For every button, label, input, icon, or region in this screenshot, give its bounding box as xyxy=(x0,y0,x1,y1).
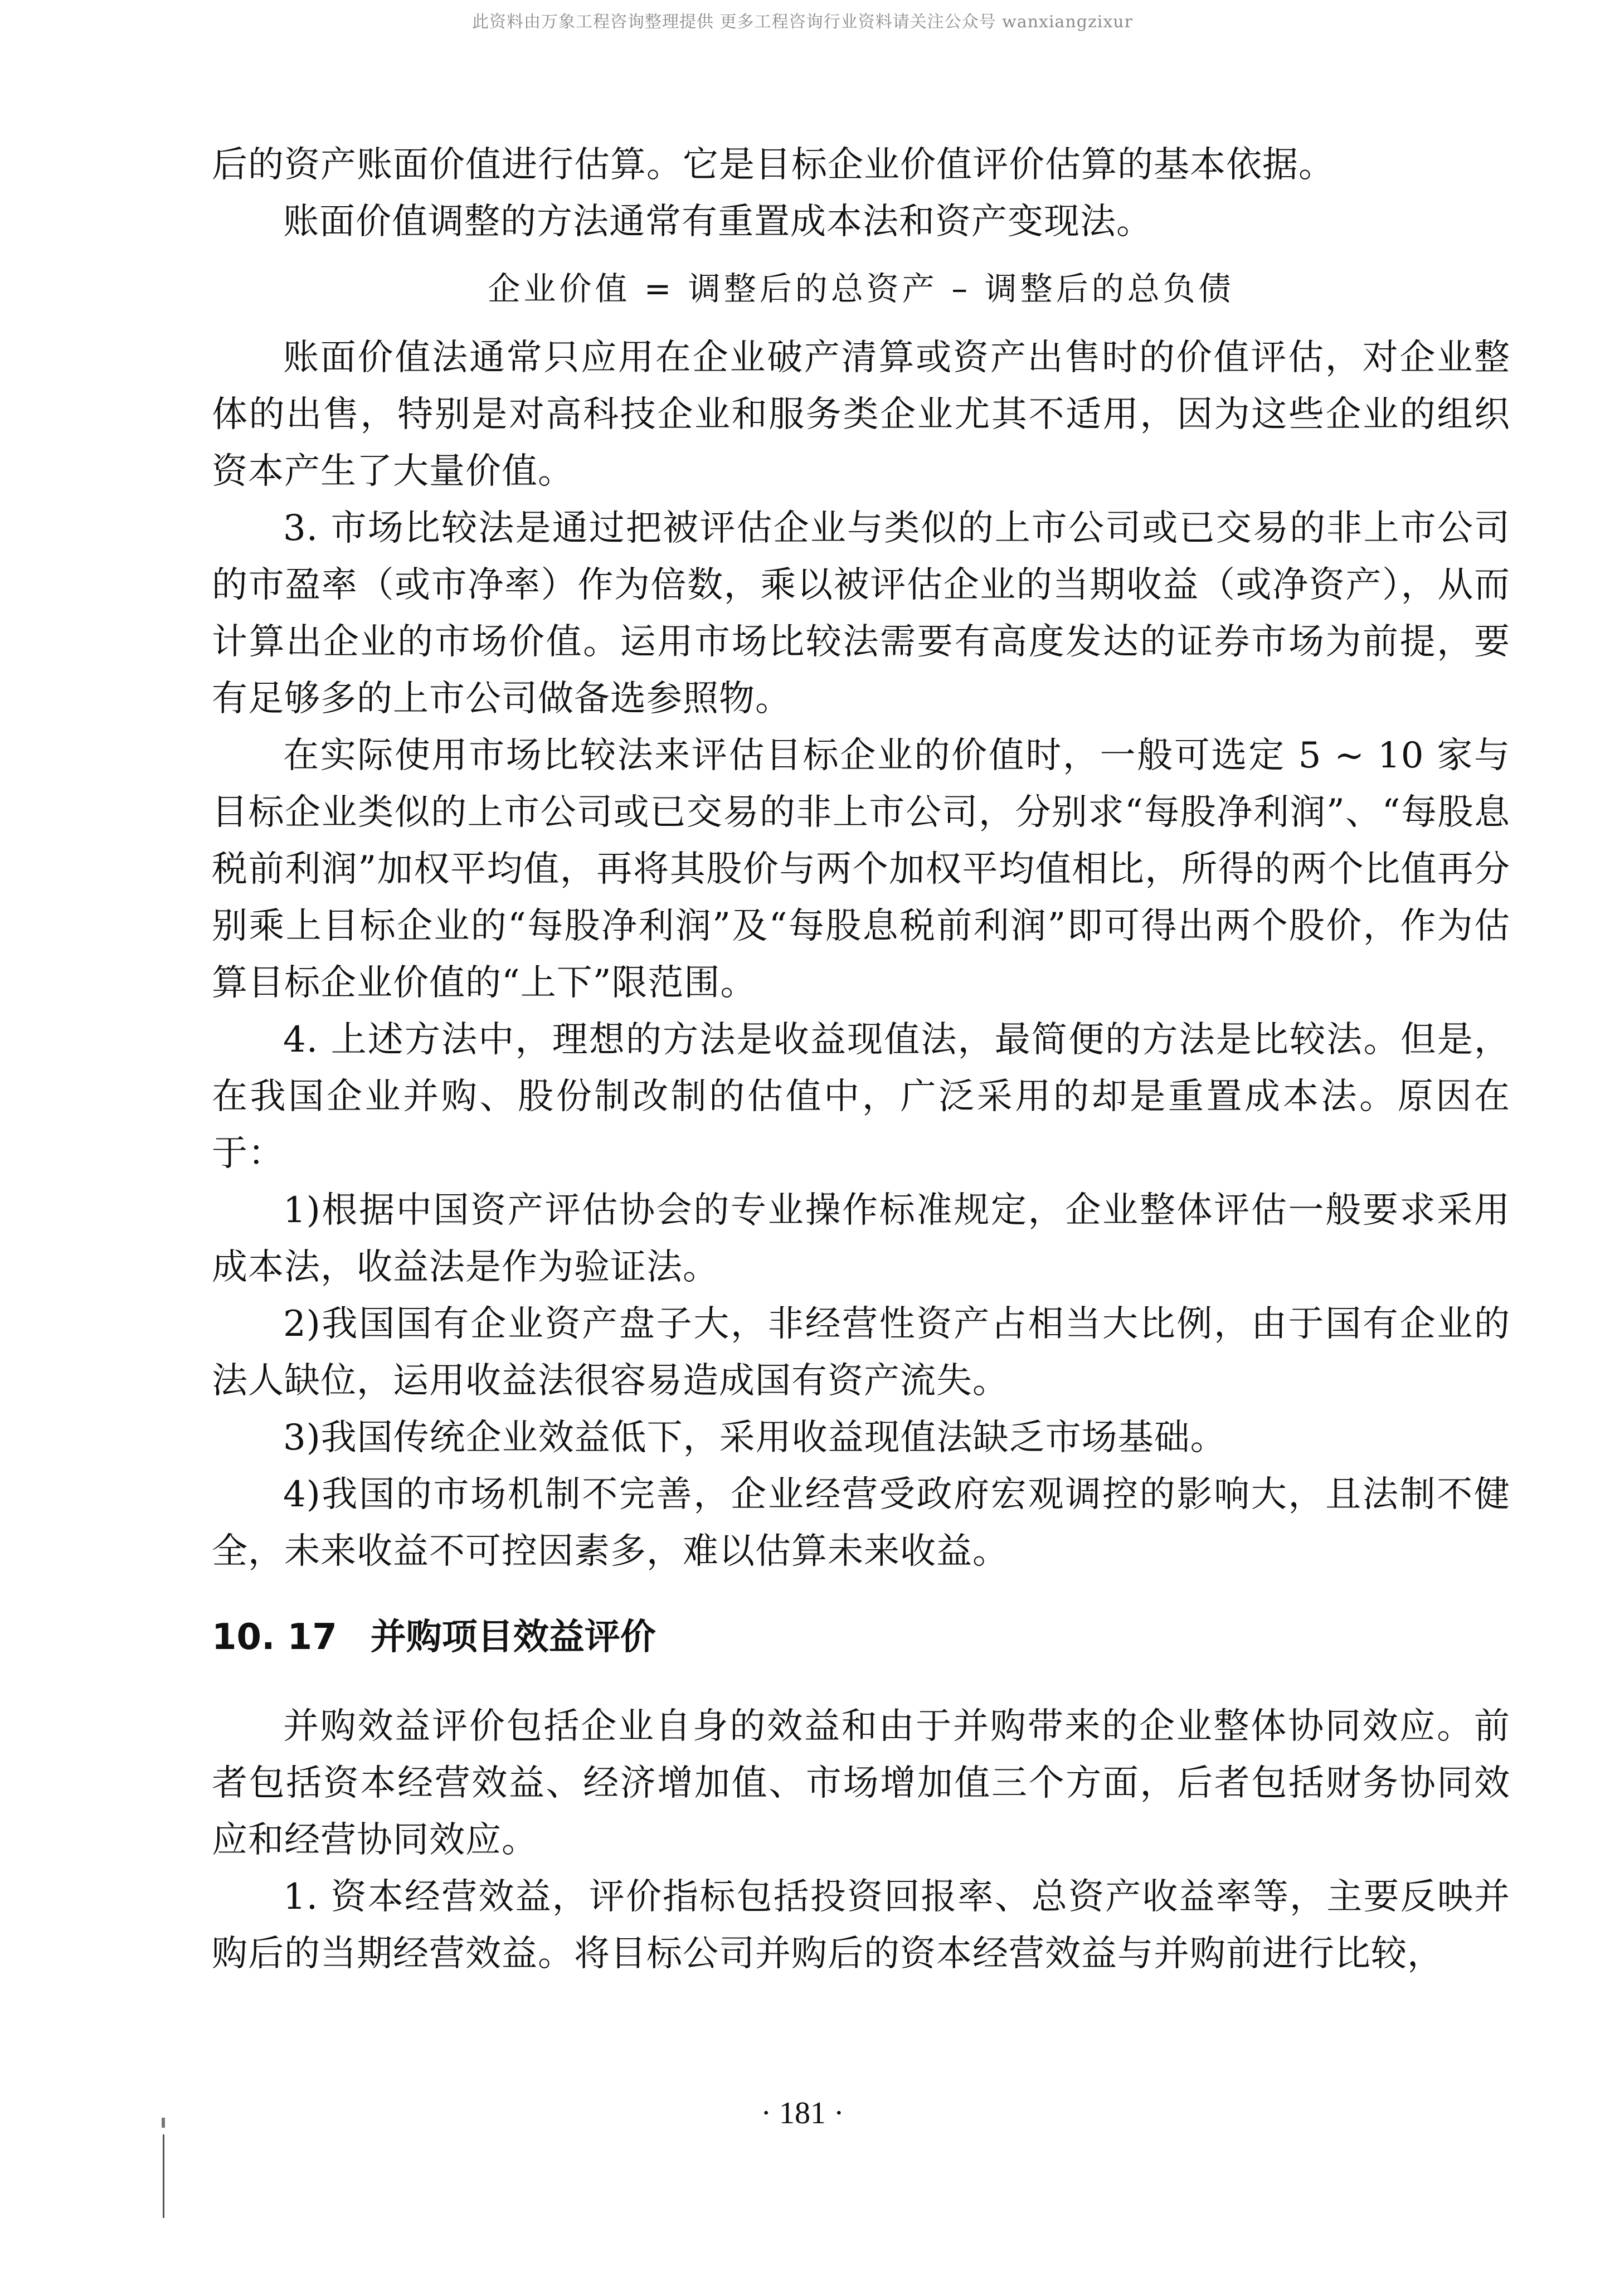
paragraph-merger-benefit-intro: 并购效益评价包括企业自身的效益和由于并购带来的企业整体协同效应。前者包括资本经营效益、经济增加值、市场增加值三个方面，后者包括财务协同效应和经营协同效应。 xyxy=(212,1706,1510,1861)
list-item-reason-4: 4)我国的市场机制不完善，企业经营受政府宏观调控的影响大，且法制不健全，未来收益不可控因素多，难以估算未来收益。 xyxy=(212,1474,1510,1572)
formula-enterprise-value: 企业价值 = 调整后的总资产 – 调整后的总负债 xyxy=(488,270,1234,308)
list-item-reason-1: 1)根据中国资产评估协会的专业操作标准规定，企业整体评估一般要求采用成本法，收益法是作为验证法。 xyxy=(212,1190,1510,1288)
paragraph-market-comparison: 3. 市场比较法是通过把被评估企业与类似的上市公司或已交易的非上市公司的市盈率（或市净率）作为倍数，乘以被评估企业的当期收益（或净资产），从而计算出企业的市场价值。运用市场比较法需要有高度发达的证券市场为前提，要有足够多的上市公司做备选参照物。 xyxy=(212,508,1510,719)
paragraph-book-value-method: 账面价值法通常只应用在企业破产清算或资产出售时的价值评估，对企业整体的出售，特别是对高科技企业和服务类企业尤其不适用，因为这些企业的组织资本产生了大量价值。 xyxy=(212,337,1510,492)
paragraph-capital-operation-benefit: 1. 资本经营效益，评价指标包括投资回报率、总资产收益率等，主要反映并购后的当期经营效益。将目标公司并购后的资本经营效益与并购前进行比较， xyxy=(212,1876,1510,1974)
section-title: 并购项目效益评价 xyxy=(370,1617,656,1658)
section-number: 10. 17 xyxy=(212,1617,337,1658)
section-heading xyxy=(212,1609,1510,1666)
margin-tick-mark xyxy=(162,2118,165,2128)
page-number: · 181 · xyxy=(761,2096,844,2130)
margin-binding-line xyxy=(163,2134,164,2218)
paragraph-continuation: 后的资产账面价值进行估算。它是目标企业价值评价估算的基本依据。 xyxy=(212,144,1335,186)
list-item-reason-2: 2)我国国有企业资产盘子大，非经营性资产占相当大比例，由于国有企业的法人缺位，运用收益法很容易造成国有资产流失。 xyxy=(212,1303,1510,1402)
paragraph-adjustment-methods: 账面价值调整的方法通常有重置成本法和资产变现法。 xyxy=(283,201,1152,242)
paragraph-market-comparison-usage: 在实际使用市场比较法来评估目标企业的价值时，一般可选定 5 ~ 10 家与目标企业类似的上市公司或已交易的非上市公司，分别求“每股净利润”、“每股息税前利润”加权平均值，再将其股价与两个加权平均值相比，所得的两个比值再分别乘上目标企业的“每股净利润”及“每股息税前利润”即可得出两个股价，作为估算目标企业价值的“上下”限范围。 xyxy=(212,735,1510,1004)
list-item-reason-3: 3)我国传统企业效益低下，采用收益现值法缺乏市场基础。 xyxy=(283,1417,1227,1458)
paragraph-method-summary: 4. 上述方法中，理想的方法是收益现值法，最简便的方法是比较法。但是，在我国企业并购、股份制改制的估值中，广泛采用的却是重置成本法。原因在于： xyxy=(212,1019,1510,1174)
page-body xyxy=(212,137,1510,1982)
header-watermark: 此资料由万象工程咨询整理提供 更多工程咨询行业资料请关注公众号 wanxiangzixur xyxy=(472,12,1133,32)
